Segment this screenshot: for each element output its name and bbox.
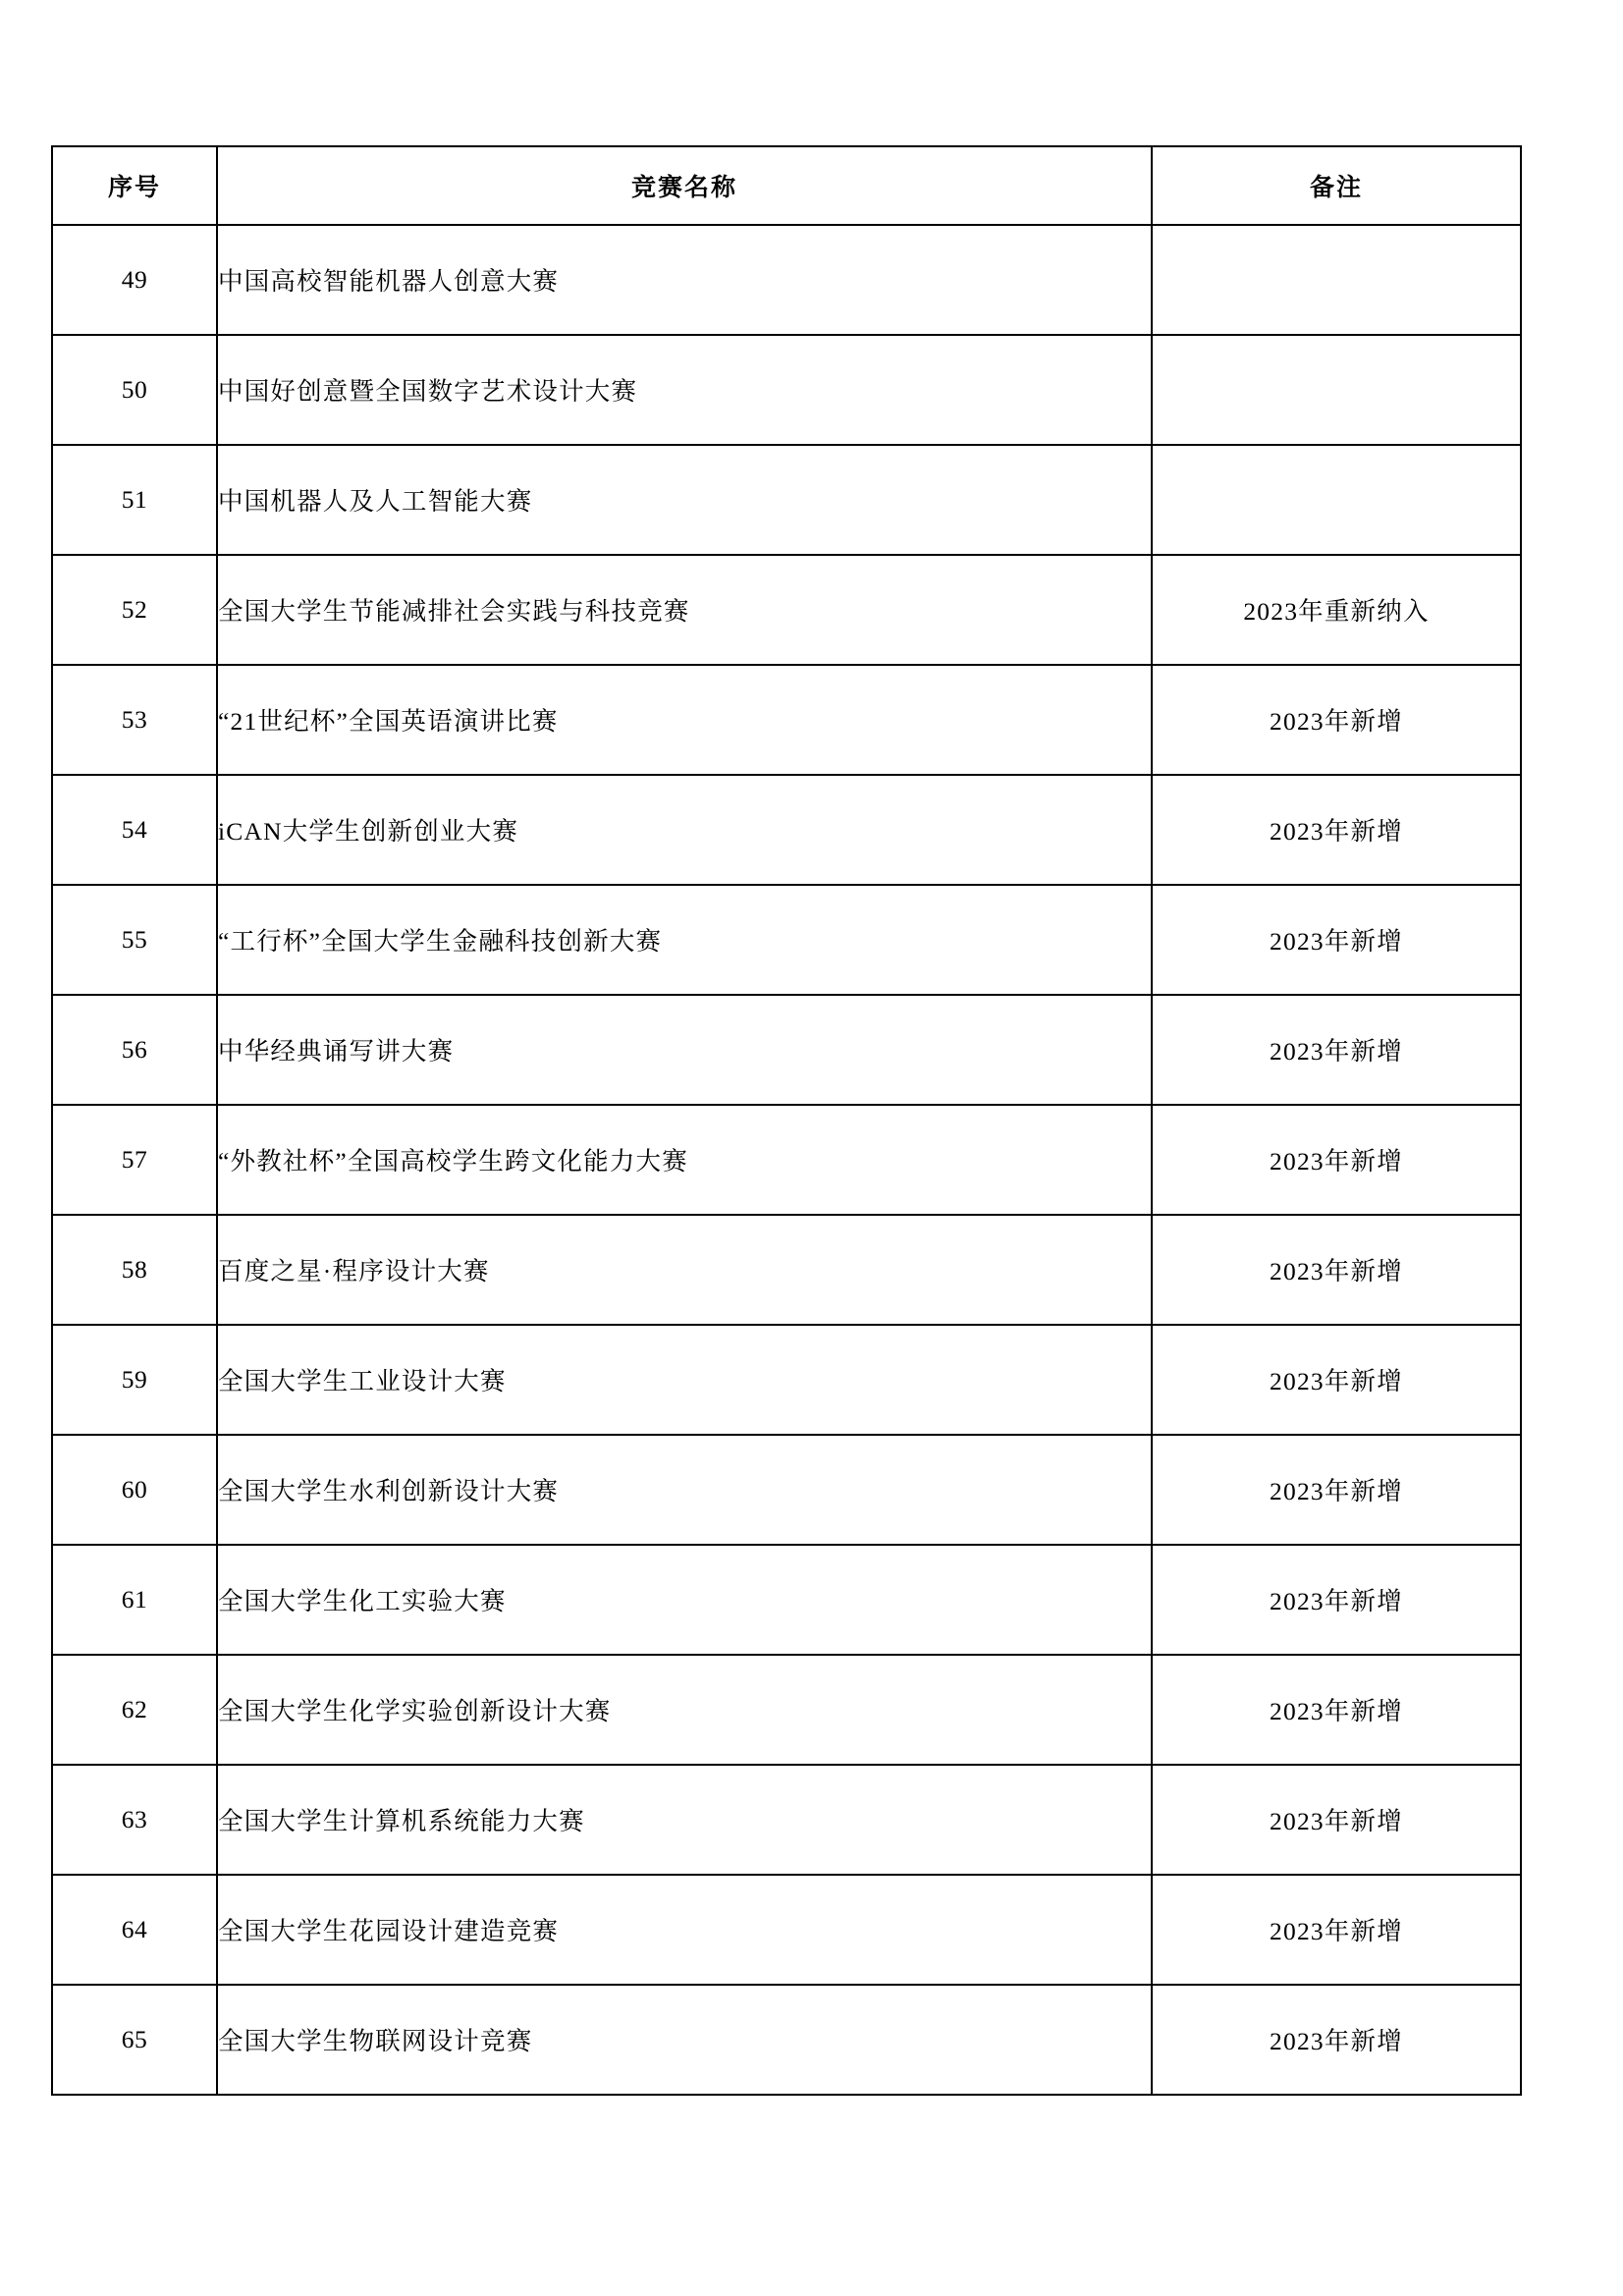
cell-note: 2023年新增 [1152, 995, 1521, 1105]
table-header [52, 146, 1521, 225]
table-row [52, 995, 1521, 1105]
table-row [52, 1435, 1521, 1545]
cell-index: 64 [52, 1875, 217, 1985]
cell-index: 55 [52, 885, 217, 995]
column-header-index: 序号 [52, 146, 217, 225]
cell-note [1152, 225, 1521, 335]
table-row [52, 885, 1521, 995]
cell-competition-name: 全国大学生水利创新设计大赛 [217, 1435, 1152, 1545]
table-row [52, 1325, 1521, 1435]
cell-index: 62 [52, 1655, 217, 1765]
table-row [52, 445, 1521, 555]
cell-note: 2023年新增 [1152, 665, 1521, 775]
competition-table-container [51, 145, 1520, 2096]
cell-competition-name: 百度之星·程序设计大赛 [217, 1215, 1152, 1325]
cell-index: 52 [52, 555, 217, 665]
cell-index: 63 [52, 1765, 217, 1875]
cell-note: 2023年新增 [1152, 1985, 1521, 2095]
cell-competition-name: “外教社杯”全国高校学生跨文化能力大赛 [217, 1105, 1152, 1215]
cell-index: 51 [52, 445, 217, 555]
cell-competition-name: “工行杯”全国大学生金融科技创新大赛 [217, 885, 1152, 995]
cell-index: 54 [52, 775, 217, 885]
cell-note: 2023年新增 [1152, 1655, 1521, 1765]
cell-competition-name: 全国大学生化工实验大赛 [217, 1545, 1152, 1655]
cell-note: 2023年新增 [1152, 1435, 1521, 1545]
table-row [52, 225, 1521, 335]
cell-note: 2023年新增 [1152, 775, 1521, 885]
table-row [52, 1985, 1521, 2095]
cell-competition-name: 中华经典诵写讲大赛 [217, 995, 1152, 1105]
cell-note: 2023年新增 [1152, 1215, 1521, 1325]
cell-index: 65 [52, 1985, 217, 2095]
cell-note [1152, 335, 1521, 445]
cell-note [1152, 445, 1521, 555]
table-row [52, 1545, 1521, 1655]
table-row [52, 775, 1521, 885]
cell-index: 50 [52, 335, 217, 445]
cell-note: 2023年新增 [1152, 1325, 1521, 1435]
table-row [52, 1105, 1521, 1215]
table-row [52, 335, 1521, 445]
cell-index: 61 [52, 1545, 217, 1655]
cell-competition-name: iCAN大学生创新创业大赛 [217, 775, 1152, 885]
cell-note: 2023年新增 [1152, 1105, 1521, 1215]
cell-competition-name: 中国机器人及人工智能大赛 [217, 445, 1152, 555]
competition-table [51, 145, 1522, 2096]
cell-index: 57 [52, 1105, 217, 1215]
cell-competition-name: 全国大学生化学实验创新设计大赛 [217, 1655, 1152, 1765]
table-body [52, 225, 1521, 2095]
table-row [52, 665, 1521, 775]
cell-competition-name: 全国大学生物联网设计竞赛 [217, 1985, 1152, 2095]
cell-competition-name: 中国好创意暨全国数字艺术设计大赛 [217, 335, 1152, 445]
cell-index: 53 [52, 665, 217, 775]
cell-competition-name: 中国高校智能机器人创意大赛 [217, 225, 1152, 335]
column-header-note: 备注 [1152, 146, 1521, 225]
cell-competition-name: “21世纪杯”全国英语演讲比赛 [217, 665, 1152, 775]
table-row [52, 1655, 1521, 1765]
cell-index: 56 [52, 995, 217, 1105]
table-row [52, 1215, 1521, 1325]
cell-index: 59 [52, 1325, 217, 1435]
cell-competition-name: 全国大学生工业设计大赛 [217, 1325, 1152, 1435]
column-header-name: 竞赛名称 [217, 146, 1152, 225]
cell-index: 49 [52, 225, 217, 335]
cell-competition-name: 全国大学生节能减排社会实践与科技竞赛 [217, 555, 1152, 665]
cell-note: 2023年重新纳入 [1152, 555, 1521, 665]
cell-note: 2023年新增 [1152, 885, 1521, 995]
cell-competition-name: 全国大学生花园设计建造竞赛 [217, 1875, 1152, 1985]
cell-note: 2023年新增 [1152, 1545, 1521, 1655]
cell-index: 58 [52, 1215, 217, 1325]
cell-note: 2023年新增 [1152, 1765, 1521, 1875]
table-row [52, 1875, 1521, 1985]
table-row [52, 555, 1521, 665]
cell-index: 60 [52, 1435, 217, 1545]
table-row [52, 1765, 1521, 1875]
cell-note: 2023年新增 [1152, 1875, 1521, 1985]
table-header-row [52, 146, 1521, 225]
cell-competition-name: 全国大学生计算机系统能力大赛 [217, 1765, 1152, 1875]
